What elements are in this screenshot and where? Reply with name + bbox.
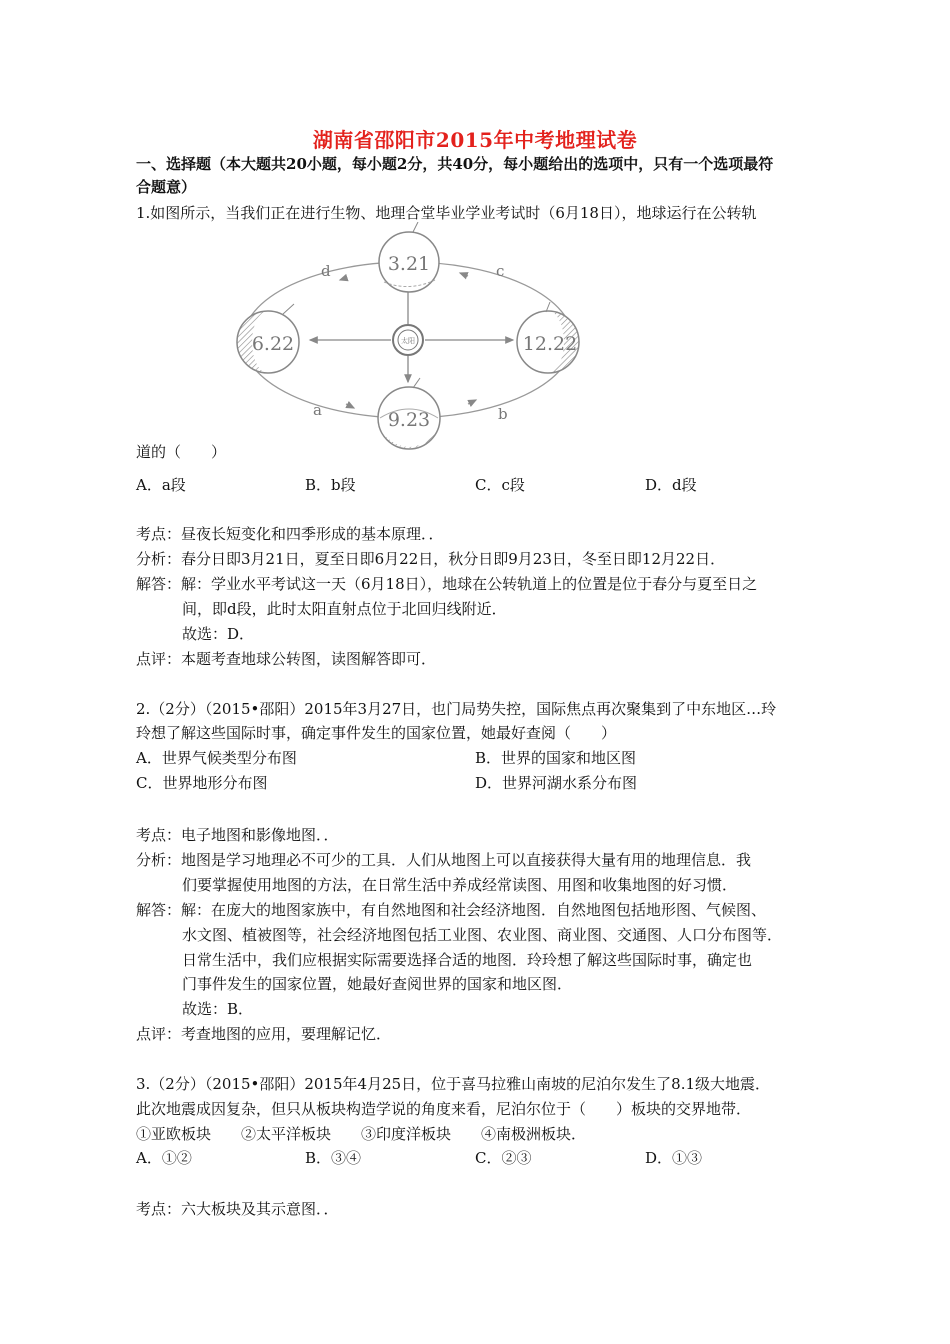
document-title: 湖南省邵阳市2015年中考地理试卷 — [312, 128, 638, 152]
q1-option-b[interactable]: B．b段 — [305, 476, 356, 494]
q1-fenxi: 分析：春分日即3月21日，夏至日即6月22日，秋分日即9月23日，冬至日即12月22日． — [136, 550, 726, 568]
earth-label-autumn: 9.23 — [387, 409, 431, 431]
earth-icon-winter — [517, 302, 579, 373]
q2-option-b[interactable]: B．世界的国家和地区图 — [475, 749, 637, 767]
earth-icon-summer — [237, 304, 299, 373]
q2-kaodian: 考点：电子地图和影像地图．． — [136, 826, 339, 844]
section-header: 一、选择题（本大题共20小题，每小题2分，共40分，每小题给出的选项中，只有一个选项最符 — [136, 155, 774, 173]
earth-label-spring: 3.21 — [387, 253, 431, 275]
orbit-arrow-a — [346, 404, 354, 408]
q1-kaodian: 考点：昼夜长短变化和四季形成的基本原理．． — [136, 525, 444, 543]
q3-option-a[interactable]: A．①② — [136, 1149, 192, 1167]
q1-answer: 故选：D． — [182, 625, 255, 643]
q3-option-d[interactable]: D．①③ — [645, 1149, 703, 1167]
q1-stem: 1.如图所示，当我们正在进行生物、地理合堂毕业学业考试时（6月18日），地球运行在公转轨 — [136, 204, 757, 222]
orbit-arrow-c — [460, 273, 468, 276]
q2-stem-cont: 玲想了解这些国际时事，确定事件发生的国家位置，她最好查阅（ ） — [136, 724, 617, 742]
q3-stem-cont: 此次地震成因复杂，但只从板块构造学说的角度来看，尼泊尔位于（ ）板块的交界地带． — [136, 1100, 752, 1118]
section-header-cont: 合题意） — [136, 178, 197, 196]
segment-label-d: d — [321, 262, 331, 280]
segment-label-b: b — [498, 405, 508, 423]
q2-jieda-cont-2: 日常生活中，我们应根据实际需要选择合适的地图．玲玲想了解这些国际时事，确定也 — [182, 951, 753, 969]
earth-icon-spring — [379, 222, 439, 292]
q2-option-d[interactable]: D．世界河湖水系分布图 — [475, 774, 638, 792]
q3-stem: 3.（2分）（2015•邵阳）2015年4月25日，位于喜马拉雅山南坡的尼泊尔发生了8.1级大地震． — [136, 1075, 771, 1093]
q2-fenxi-cont: 们要掌握使用地图的方法，在日常生活中养成经常读图、用图和收集地图的好习惯． — [182, 876, 738, 894]
q2-fenxi: 分析：地图是学习地理必不可少的工具．人们从地图上可以直接获得大量有用的地理信息．我 — [136, 851, 752, 869]
q3-kaodian: 考点：六大板块及其示意图．． — [136, 1200, 339, 1218]
orbit-svg — [228, 222, 590, 458]
orbit-arrow-d — [340, 278, 346, 280]
earth-orbit-diagram — [228, 222, 590, 458]
q3-option-c[interactable]: C．②③ — [475, 1149, 532, 1167]
q1-stem-cont: 道的（ ） — [136, 443, 227, 461]
q2-jieda: 解答：解：在庞大的地图家族中，有自然地图和社会经济地图．自然地图包括地形图、气候图、 — [136, 901, 767, 919]
q1-option-d[interactable]: D．d段 — [645, 476, 697, 494]
q3-option-b[interactable]: B．③④ — [305, 1149, 362, 1167]
sun-icon — [393, 325, 423, 355]
q2-jieda-cont-1: 水文图、植被图等，社会经济地图包括工业图、农业图、商业图、交通图、人口分布图等． — [182, 926, 783, 944]
q2-dianping: 点评：考查地图的应用，要理解记忆． — [136, 1025, 392, 1043]
q1-option-c[interactable]: C．c段 — [475, 476, 525, 494]
orbit-arrow-b — [468, 400, 476, 404]
q1-option-a[interactable]: A．a段 — [136, 476, 186, 494]
q1-jieda-cont: 间，即d段，此时太阳直射点位于北回归线附近． — [182, 600, 507, 618]
q2-jieda-cont-3: 门事件发生的国家位置，她最好查阅世界的国家和地区图． — [182, 975, 573, 993]
segment-label-c: c — [496, 262, 505, 280]
q2-option-a[interactable]: A．世界气候类型分布图 — [136, 749, 297, 767]
q1-jieda: 解答：解：学业水平考试这一天（6月18日），地球在公转轨道上的位置是位于春分与夏至日之 — [136, 575, 758, 593]
segment-label-a: a — [313, 401, 322, 419]
q2-answer: 故选：B． — [182, 1000, 254, 1018]
earth-icon-autumn — [378, 378, 440, 449]
earth-label-summer: 6.22 — [251, 333, 295, 355]
earth-label-winter: 12.22 — [522, 333, 578, 355]
q3-plates: ①亚欧板块 ②太平洋板块 ③印度洋板块 ④南极洲板块． — [136, 1125, 587, 1143]
sun-label: 太阳 — [401, 337, 415, 345]
q2-option-c[interactable]: C．世界地形分布图 — [136, 774, 268, 792]
q2-stem: 2.（2分）（2015•邵阳）2015年3月27日，也门局势失控，国际焦点再次聚集到了中东地区…玲 — [136, 700, 777, 718]
q1-dianping: 点评：本题考查地球公转图，读图解答即可． — [136, 650, 437, 668]
